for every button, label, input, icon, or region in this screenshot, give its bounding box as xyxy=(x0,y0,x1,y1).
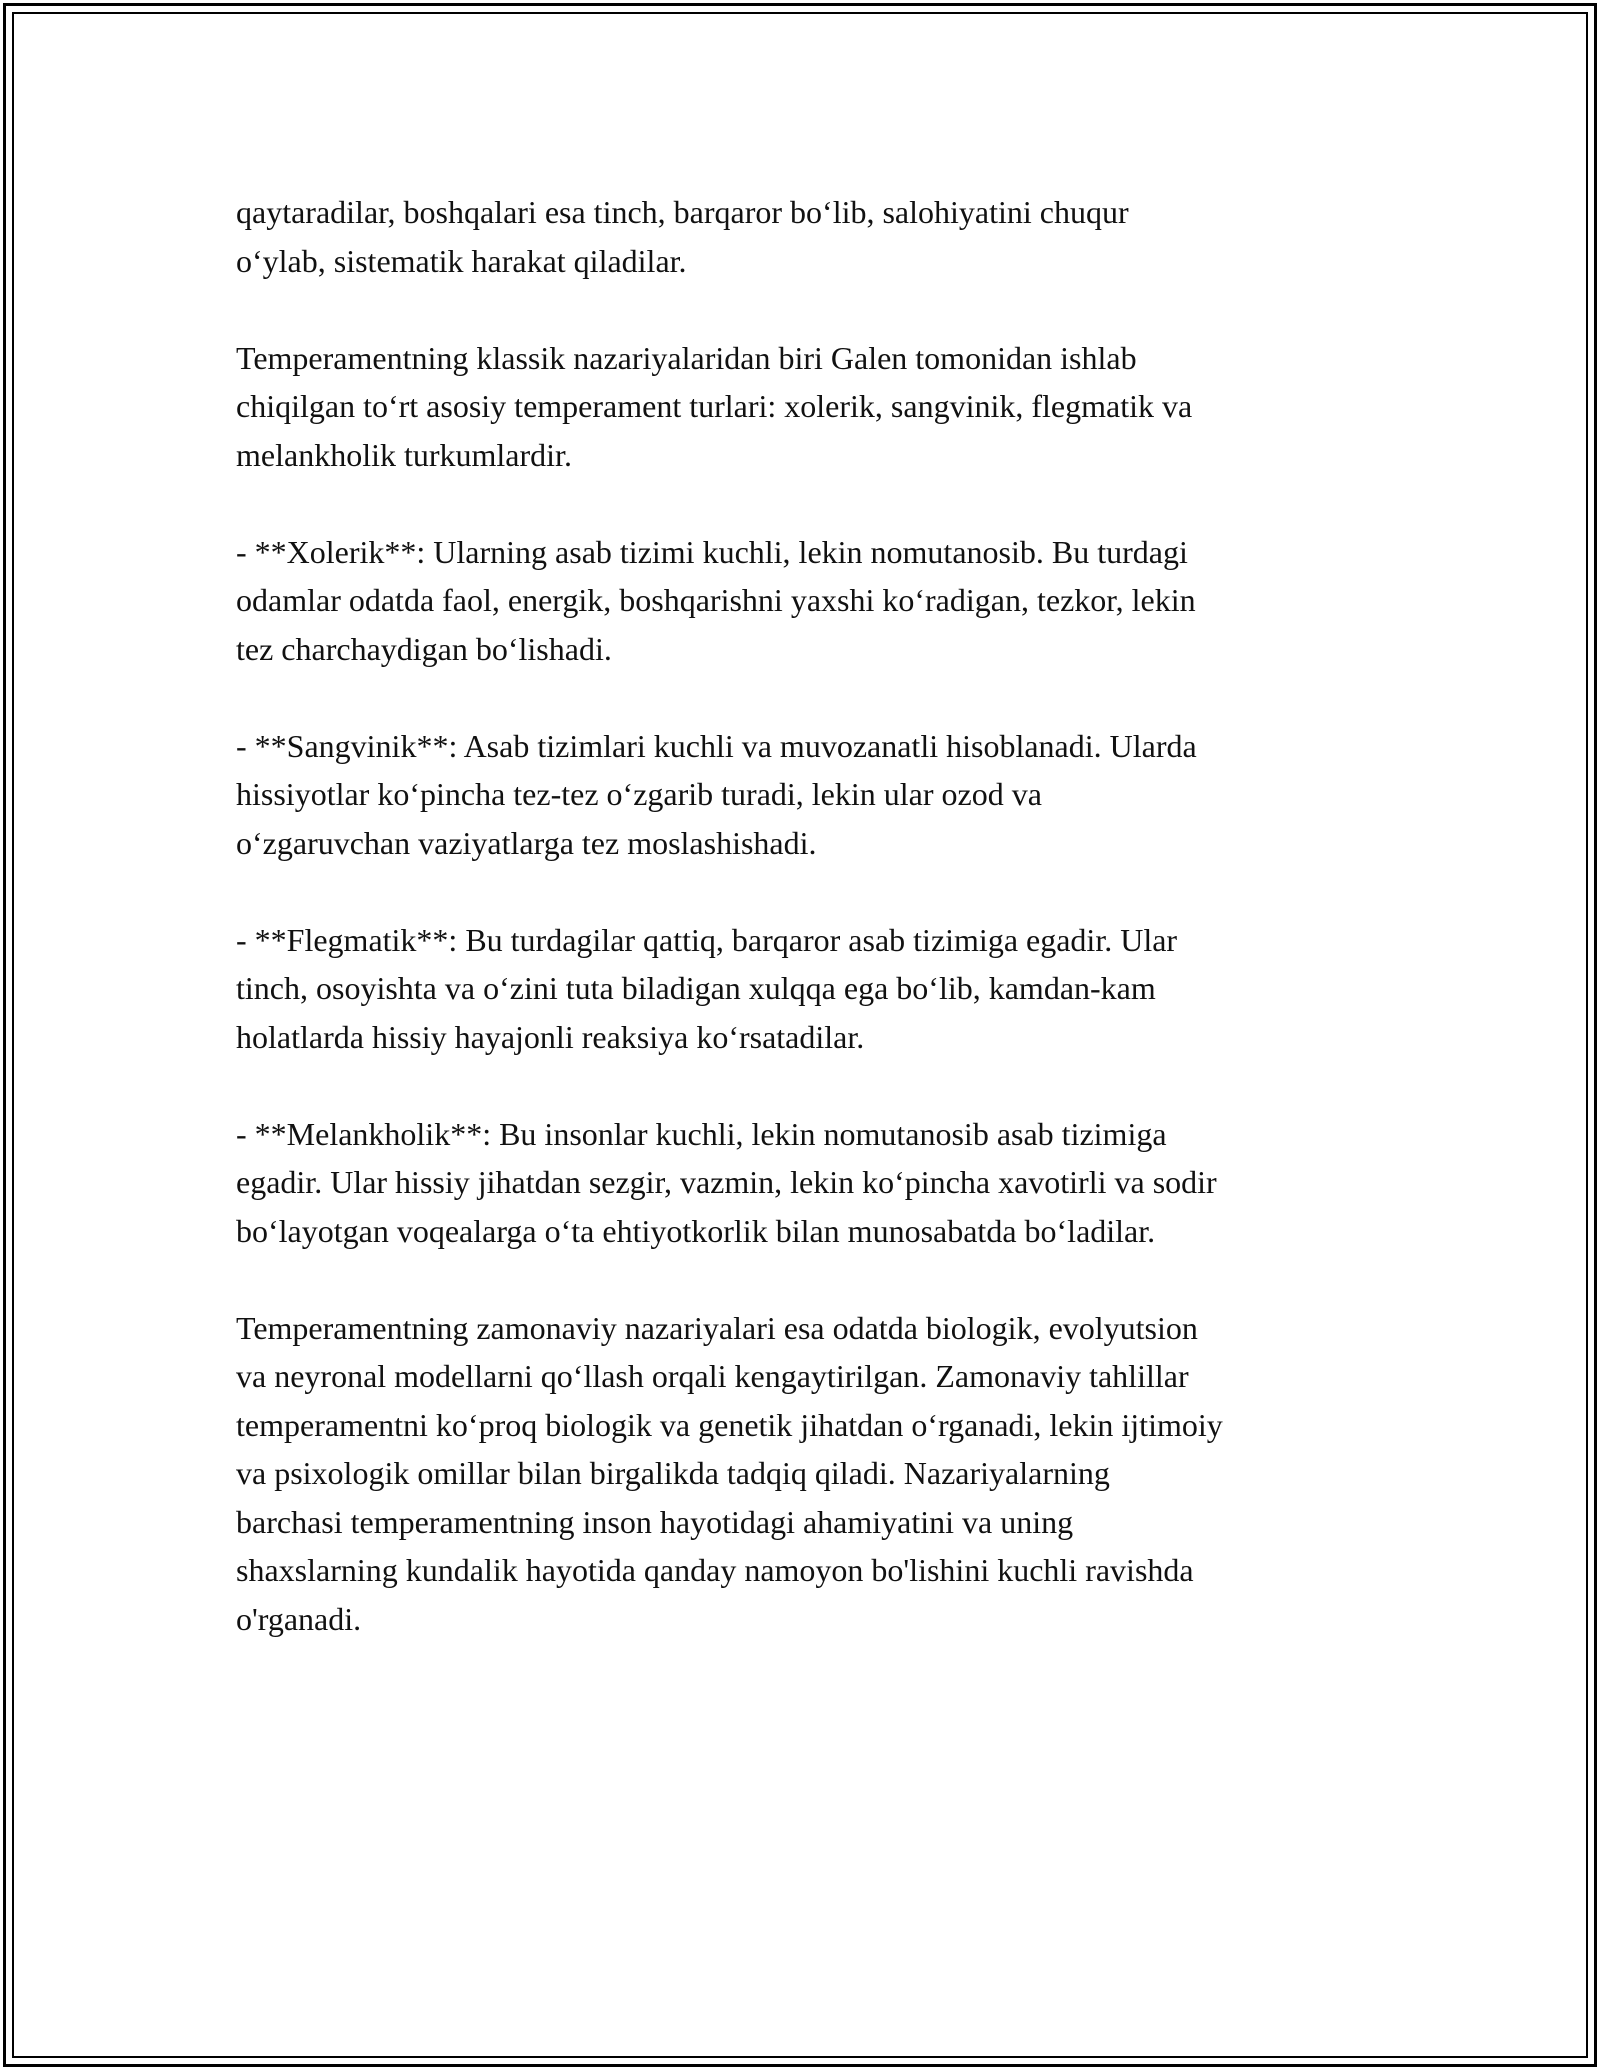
text-line: qaytaradilar, boshqalari esa tinch, barqaror bo‘lib, salohiyatini chuqur xyxy=(236,194,1129,230)
list-item-flegmatik xyxy=(236,916,1376,1062)
text-line: - **Melankholik**: Bu insonlar kuchli, lekin nomutanosib asab tizimiga xyxy=(236,1115,1167,1152)
list-item-xolerik xyxy=(236,528,1376,674)
paragraph-classic-theory xyxy=(236,334,1376,480)
text-line: shaxslarning kundalik hayotida qanday namoyon bo'lishini kuchli ravishda xyxy=(236,1552,1194,1588)
text-line: tez charchaydigan bo‘lishadi. xyxy=(236,630,612,667)
text-line: melankholik turkumlardir. xyxy=(236,436,572,473)
text-line: va neyronal modellarni qo‘llash orqali kengaytirilgan. Zamonaviy tahlillar xyxy=(236,1358,1189,1394)
text-line: tinch, osoyishta va o‘zini tuta biladigan xulqqa ega bo‘lib, kamdan-kam xyxy=(236,970,1156,1006)
document-body xyxy=(236,188,1376,1643)
text-line: - **Sangvinik**: Asab tizimlari kuchli va muvozanatli hisoblanadi. Ularda xyxy=(236,727,1197,764)
text-line: o‘zgaruvchan vaziyatlarga tez moslashishadi. xyxy=(236,824,817,861)
text-line: odamlar odatda faol, energik, boshqarishni yaxshi ko‘radigan, tezkor, lekin xyxy=(236,582,1196,618)
text-line: o‘ylab, sistematik harakat qiladilar. xyxy=(236,242,687,279)
text-line: Temperamentning klassik nazariyalaridan biri Galen tomonidan ishlab xyxy=(236,339,1137,376)
text-line: holatlarda hissiy hayajonli reaksiya ko‘rsatadilar. xyxy=(236,1018,865,1055)
text-line: egadir. Ular hissiy jihatdan sezgir, vazmin, lekin ko‘pincha xavotirli va sodir xyxy=(236,1164,1217,1200)
paragraph-modern-theory xyxy=(236,1304,1376,1644)
text-line: - **Xolerik**: Ularning asab tizimi kuchli, lekin nomutanosib. Bu turdagi xyxy=(236,533,1188,570)
list-item-melankholik xyxy=(236,1110,1376,1256)
text-line: o'rganadi. xyxy=(236,1600,362,1637)
text-line: temperamentni ko‘proq biologik va genetik jihatdan o‘rganadi, lekin ijtimoiy xyxy=(236,1406,1223,1443)
text-line: - **Flegmatik**: Bu turdagilar qattiq, barqaror asab tizimiga egadir. Ular xyxy=(236,921,1178,958)
text-line: Temperamentning zamonaviy nazariyalari esa odatda biologik, evolyutsion xyxy=(236,1309,1198,1346)
text-line: chiqilgan to‘rt asosiy temperament turlari: xolerik, sangvinik, flegmatik va xyxy=(236,388,1193,424)
text-line: va psixologik omillar bilan birgalikda tadqiq qiladi. Nazariyalarning xyxy=(236,1455,1110,1491)
paragraph-continuation xyxy=(236,188,1376,285)
list-item-sangvinik xyxy=(236,722,1376,868)
text-line: bo‘layotgan voqealarga o‘ta ehtiyotkorlik bilan munosabatda bo‘ladilar. xyxy=(236,1212,1156,1249)
text-line: hissiyotlar ko‘pincha tez-tez o‘zgarib turadi, lekin ular ozod va xyxy=(236,776,1042,812)
text-line: barchasi temperamentning inson hayotidagi ahamiyatini va uning xyxy=(236,1503,1074,1540)
